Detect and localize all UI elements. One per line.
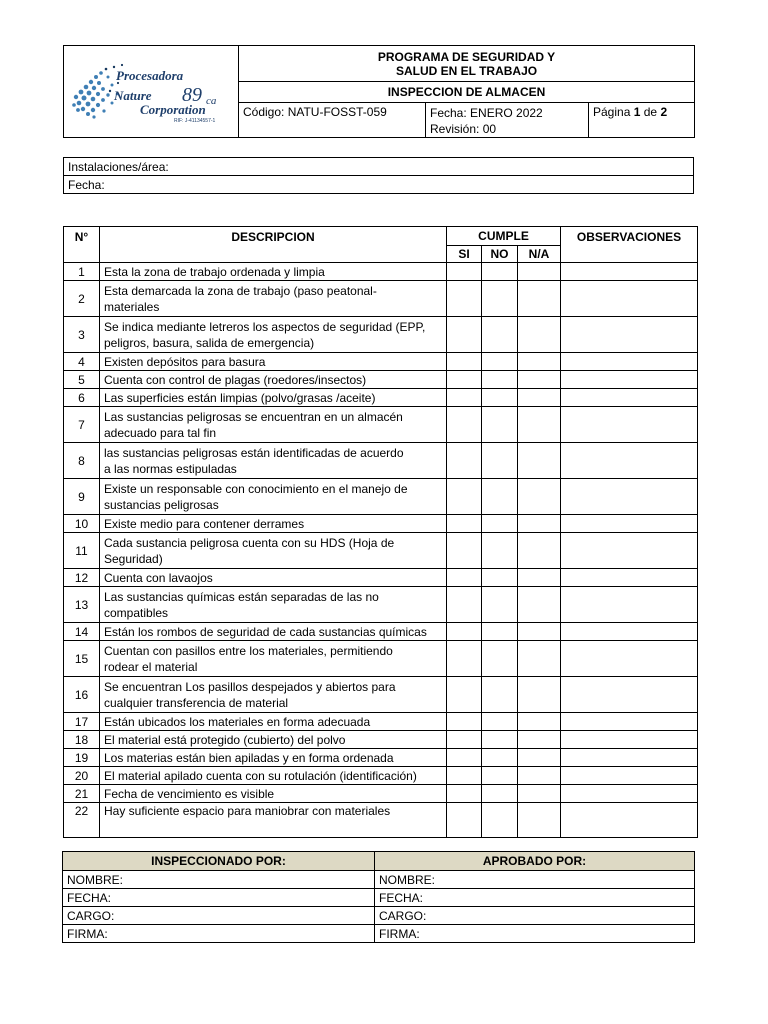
item-number: 11 xyxy=(64,533,100,569)
na-cell[interactable] xyxy=(518,371,561,389)
item-number: 18 xyxy=(64,731,100,749)
logo-graphic xyxy=(64,47,238,133)
item-description: Están los rombos de seguridad de cada sustancias químicas xyxy=(100,623,447,641)
na-cell[interactable] xyxy=(518,767,561,785)
item-description: El material apilado cuenta con su rotulación (identificación) xyxy=(100,767,447,785)
no-cell[interactable] xyxy=(482,317,518,353)
svg-text:RIF: J-41134557-1: RIF: J-41134557-1 xyxy=(174,118,216,124)
observations-cell[interactable] xyxy=(561,371,698,389)
item-description: Están ubicados los materiales en forma adecuada xyxy=(100,713,447,731)
svg-text:Nature: Nature xyxy=(114,88,152,103)
na-cell[interactable] xyxy=(518,281,561,317)
inspector-name-field[interactable]: NOMBRE: xyxy=(63,871,375,889)
observations-cell[interactable] xyxy=(561,731,698,749)
document-header xyxy=(63,45,695,138)
si-cell[interactable] xyxy=(447,443,482,479)
program-title: PROGRAMA DE SEGURIDAD Y SALUD EN EL TRABAJO xyxy=(239,46,695,82)
item-number: 10 xyxy=(64,515,100,533)
si-cell[interactable] xyxy=(447,281,482,317)
item-number: 5 xyxy=(64,371,100,389)
item-number: 14 xyxy=(64,623,100,641)
si-cell[interactable] xyxy=(447,677,482,713)
si-cell[interactable] xyxy=(447,533,482,569)
col-na-header: N/A xyxy=(518,246,561,263)
item-number: 2 xyxy=(64,281,100,317)
col-number-header: N° xyxy=(64,227,100,263)
item-number: 22 xyxy=(64,803,100,838)
no-cell[interactable] xyxy=(482,641,518,677)
checklist-row xyxy=(64,623,698,641)
page-number: Página 1 de 2 xyxy=(589,103,695,138)
si-cell[interactable] xyxy=(447,767,482,785)
item-number: 13 xyxy=(64,587,100,623)
item-number: 15 xyxy=(64,641,100,677)
inspector-date-field[interactable]: FECHA: xyxy=(63,889,375,907)
na-cell[interactable] xyxy=(518,731,561,749)
item-description: las sustancias peligrosas están identificadas de acuerdo a las normas estipuladas xyxy=(100,443,447,479)
approver-name-field[interactable]: NOMBRE: xyxy=(375,871,695,889)
approved-by-header: APROBADO POR: xyxy=(375,852,695,871)
item-number: 6 xyxy=(64,389,100,407)
na-cell[interactable] xyxy=(518,407,561,443)
item-description: Esta la zona de trabajo ordenada y limpia xyxy=(100,263,447,281)
na-cell[interactable] xyxy=(518,713,561,731)
si-cell[interactable] xyxy=(447,641,482,677)
observations-cell[interactable] xyxy=(561,389,698,407)
na-cell[interactable] xyxy=(518,479,561,515)
item-number: 12 xyxy=(64,569,100,587)
item-description: El material está protegido (cubierto) del polvo xyxy=(100,731,447,749)
na-cell[interactable] xyxy=(518,569,561,587)
area-info xyxy=(63,157,694,194)
item-description: Esta demarcada la zona de trabajo (paso peatonal- materiales xyxy=(100,281,447,317)
item-description: Se indica mediante letreros los aspectos de seguridad (EPP, peligros, basura, salida de emergencia) xyxy=(100,317,447,353)
item-number: 19 xyxy=(64,749,100,767)
inspector-signature-field[interactable]: FIRMA: xyxy=(63,925,375,943)
item-description: Hay suficiente espacio para maniobrar con materiales xyxy=(100,803,447,838)
approver-signature-field[interactable]: FIRMA: xyxy=(375,925,695,943)
checklist-row xyxy=(64,371,698,389)
observations-cell[interactable] xyxy=(561,353,698,371)
item-description: Existe un responsable con conocimiento en el manejo de sustancias peligrosas xyxy=(100,479,447,515)
observations-cell[interactable] xyxy=(561,749,698,767)
inspector-role-field[interactable]: CARGO: xyxy=(63,907,375,925)
si-cell[interactable] xyxy=(447,407,482,443)
col-no-header: NO xyxy=(482,246,518,263)
no-cell[interactable] xyxy=(482,767,518,785)
si-cell[interactable] xyxy=(447,713,482,731)
checklist-row xyxy=(64,731,698,749)
item-description: Los materias están bien apiladas y en forma ordenada xyxy=(100,749,447,767)
inspected-by-header: INSPECCIONADO POR: xyxy=(63,852,375,871)
item-description: Las sustancias químicas están separadas de las no compatibles xyxy=(100,587,447,623)
observations-cell[interactable] xyxy=(561,317,698,353)
checklist-row xyxy=(64,677,698,713)
item-description: Existe medio para contener derrames xyxy=(100,515,447,533)
observations-cell[interactable] xyxy=(561,533,698,569)
observations-cell[interactable] xyxy=(561,443,698,479)
na-cell[interactable] xyxy=(518,317,561,353)
checklist-row xyxy=(64,317,698,353)
item-description: Fecha de vencimiento es visible xyxy=(100,785,447,803)
si-cell[interactable] xyxy=(447,803,482,838)
checklist-row xyxy=(64,767,698,785)
no-cell[interactable] xyxy=(482,353,518,371)
installations-field[interactable]: Instalaciones/área: xyxy=(64,158,694,176)
observations-cell[interactable] xyxy=(561,281,698,317)
si-cell[interactable] xyxy=(447,353,482,371)
checklist-row xyxy=(64,533,698,569)
item-description: Se encuentran Los pasillos despejados y abiertos para cualquier transferencia de material xyxy=(100,677,447,713)
svg-text:Corporation: Corporation xyxy=(140,102,206,117)
si-cell[interactable] xyxy=(447,623,482,641)
checklist-row xyxy=(64,263,698,281)
na-cell[interactable] xyxy=(518,677,561,713)
observations-cell[interactable] xyxy=(561,803,698,838)
item-number: 20 xyxy=(64,767,100,785)
na-cell[interactable] xyxy=(518,641,561,677)
approver-date-field[interactable]: FECHA: xyxy=(375,889,695,907)
no-cell[interactable] xyxy=(482,569,518,587)
no-cell[interactable] xyxy=(482,407,518,443)
no-cell[interactable] xyxy=(482,731,518,749)
observations-cell[interactable] xyxy=(561,515,698,533)
si-cell[interactable] xyxy=(447,317,482,353)
checklist-row xyxy=(64,803,698,838)
item-number: 7 xyxy=(64,407,100,443)
na-cell[interactable] xyxy=(518,389,561,407)
col-cumple-header: CUMPLE xyxy=(447,227,561,246)
svg-text:ca: ca xyxy=(206,95,217,107)
no-cell[interactable] xyxy=(482,263,518,281)
col-observations-header: OBSERVACIONES xyxy=(561,227,698,263)
observations-cell[interactable] xyxy=(561,479,698,515)
item-number: 8 xyxy=(64,443,100,479)
item-description: Las sustancias peligrosas se encuentran en un almacén adecuado para tal fin xyxy=(100,407,447,443)
checklist-row xyxy=(64,587,698,623)
observations-cell[interactable] xyxy=(561,785,698,803)
item-number: 3 xyxy=(64,317,100,353)
form-title: INSPECCION DE ALMACEN xyxy=(239,82,695,103)
si-cell[interactable] xyxy=(447,479,482,515)
checklist-row xyxy=(64,389,698,407)
observations-cell[interactable] xyxy=(561,641,698,677)
si-cell[interactable] xyxy=(447,515,482,533)
na-cell[interactable] xyxy=(518,533,561,569)
no-cell[interactable] xyxy=(482,389,518,407)
observations-cell[interactable] xyxy=(561,623,698,641)
na-cell[interactable] xyxy=(518,623,561,641)
item-description: Cuenta con lavaojos xyxy=(100,569,447,587)
checklist-row xyxy=(64,281,698,317)
no-cell[interactable] xyxy=(482,803,518,838)
item-number: 21 xyxy=(64,785,100,803)
si-cell[interactable] xyxy=(447,587,482,623)
item-description: Cuentan con pasillos entre los materiales, permitiendo rodear el material xyxy=(100,641,447,677)
si-cell[interactable] xyxy=(447,749,482,767)
item-description: Cuenta con control de plagas (roedores/insectos) xyxy=(100,371,447,389)
checklist-row xyxy=(64,515,698,533)
no-cell[interactable] xyxy=(482,443,518,479)
observations-cell[interactable] xyxy=(561,767,698,785)
no-cell[interactable] xyxy=(482,515,518,533)
observations-cell[interactable] xyxy=(561,677,698,713)
item-description: Existen depósitos para basura xyxy=(100,353,447,371)
no-cell[interactable] xyxy=(482,533,518,569)
item-number: 1 xyxy=(64,263,100,281)
date-field[interactable]: Fecha: xyxy=(64,176,694,194)
approver-role-field[interactable]: CARGO: xyxy=(375,907,695,925)
si-cell[interactable] xyxy=(447,785,482,803)
na-cell[interactable] xyxy=(518,263,561,281)
na-cell[interactable] xyxy=(518,443,561,479)
observations-cell[interactable] xyxy=(561,587,698,623)
na-cell[interactable] xyxy=(518,353,561,371)
item-number: 9 xyxy=(64,479,100,515)
si-cell[interactable] xyxy=(447,371,482,389)
item-number: 4 xyxy=(64,353,100,371)
company-logo xyxy=(64,46,239,138)
no-cell[interactable] xyxy=(482,713,518,731)
observations-cell[interactable] xyxy=(561,407,698,443)
svg-text:89: 89 xyxy=(182,84,202,106)
no-cell[interactable] xyxy=(482,479,518,515)
no-cell[interactable] xyxy=(482,371,518,389)
col-si-header: SI xyxy=(447,246,482,263)
inspection-checklist xyxy=(63,226,698,838)
na-cell[interactable] xyxy=(518,803,561,838)
observations-cell[interactable] xyxy=(561,713,698,731)
document-date-revision: Fecha: ENERO 2022 Revisión: 00 xyxy=(426,103,589,138)
no-cell[interactable] xyxy=(482,785,518,803)
col-description-header: DESCRIPCION xyxy=(100,227,447,263)
na-cell[interactable] xyxy=(518,785,561,803)
checklist-row xyxy=(64,641,698,677)
si-cell[interactable] xyxy=(447,389,482,407)
na-cell[interactable] xyxy=(518,515,561,533)
checklist-row xyxy=(64,713,698,731)
document-code: Código: NATU-FOSST-059 xyxy=(239,103,426,138)
si-cell[interactable] xyxy=(447,569,482,587)
no-cell[interactable] xyxy=(482,749,518,767)
item-description: Las superficies están limpias (polvo/grasas /aceite) xyxy=(100,389,447,407)
no-cell[interactable] xyxy=(482,281,518,317)
checklist-row xyxy=(64,785,698,803)
svg-text:Procesadora: Procesadora xyxy=(116,68,184,83)
checklist-row xyxy=(64,749,698,767)
no-cell[interactable] xyxy=(482,623,518,641)
checklist-row xyxy=(64,479,698,515)
checklist-row xyxy=(64,353,698,371)
checklist-row xyxy=(64,443,698,479)
si-cell[interactable] xyxy=(447,731,482,749)
item-description: Cada sustancia peligrosa cuenta con su HDS (Hoja de Seguridad) xyxy=(100,533,447,569)
na-cell[interactable] xyxy=(518,749,561,767)
si-cell[interactable] xyxy=(447,263,482,281)
item-number: 16 xyxy=(64,677,100,713)
checklist-row xyxy=(64,569,698,587)
no-cell[interactable] xyxy=(482,677,518,713)
checklist-row xyxy=(64,407,698,443)
signature-block xyxy=(62,851,695,943)
observations-cell[interactable] xyxy=(561,569,698,587)
item-number: 17 xyxy=(64,713,100,731)
na-cell[interactable] xyxy=(518,587,561,623)
observations-cell[interactable] xyxy=(561,263,698,281)
no-cell[interactable] xyxy=(482,587,518,623)
